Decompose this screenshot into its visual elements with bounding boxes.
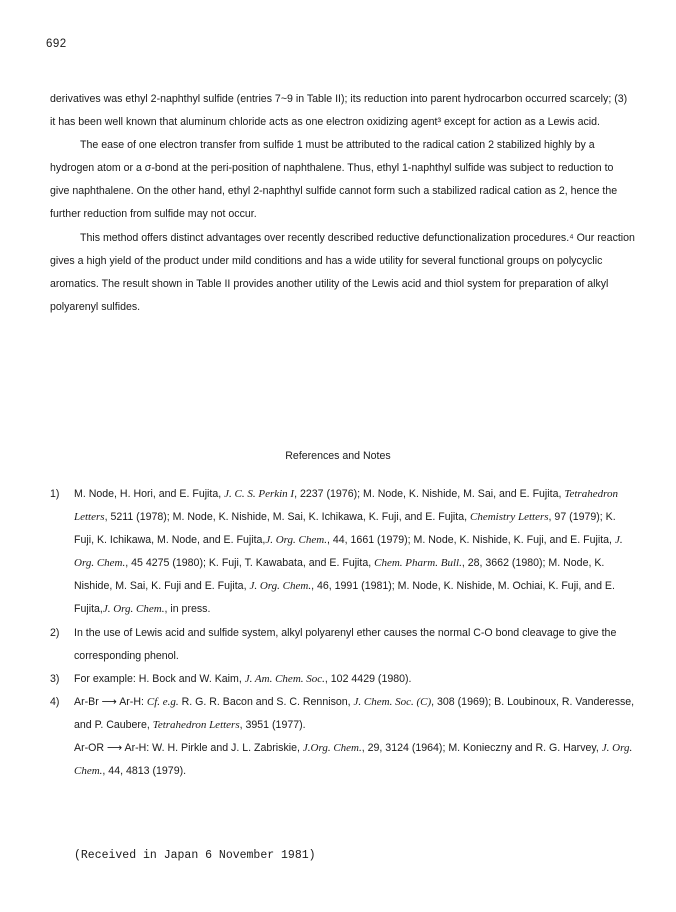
reference-text: , in press. xyxy=(164,603,211,616)
journal-name: Tetrahedron Letters xyxy=(152,718,240,731)
journal-name: Tetrahedron Letters xyxy=(74,488,618,524)
references-title: References and Notes xyxy=(285,450,391,462)
reference-item xyxy=(50,668,635,691)
reference-number: 1) xyxy=(50,488,60,500)
reference-text: Ar-Br ⟶ Ar-H: xyxy=(74,695,147,708)
reference-text: , 3951 (1977). xyxy=(239,718,306,731)
reference-text: , 45 4275 (1980); K. Fuji, T. Kawabata, and E. Fujita, xyxy=(125,557,375,570)
reference-text: Ar-OR ⟶ Ar-H: W. H. Pirkle and J. L. Zabriskie, xyxy=(74,742,303,755)
received-date: (Received in Japan 6 November 1981) xyxy=(74,849,316,862)
reference-item xyxy=(50,622,635,668)
reference-text: R. G. R. Bacon and S. C. Rennison, xyxy=(178,695,354,708)
journal-name: J. Org. Chem. xyxy=(249,580,312,593)
reference-text: , 44, 4813 (1979). xyxy=(102,765,187,778)
journal-name: J. Org. Chem. xyxy=(265,534,327,547)
reference-number: 2) xyxy=(50,626,60,639)
journal-name: Cf. e.g. xyxy=(146,695,179,708)
paragraph-2: The ease of one electron transfer from sulfide 1 must be attributed to the radical cation 2 stabilized highly by a hydrogen atom or a σ-bond at the peri-position of naphthalene. Thus, ethyl 1-naphthyl sulfide was subject to reduction to give naphthalene. On the other hand, ethyl 2-naphthyl sulfide cannot form such a stabilized radical cation as 2, hence the further reduction from sulfide may not occur. xyxy=(50,139,618,221)
reference-text: , 46, 1991 (1981); M. Node, K. Nishide, M. Ochiai, K. Fuji, and E. Fujita, xyxy=(74,580,615,616)
reference-text: , 29, 3124 (1964); M. Konieczny and R. G. Harvey, xyxy=(361,742,602,755)
reference-number: 4) xyxy=(50,695,60,708)
reference-item xyxy=(50,691,635,783)
journal-name: J.Org. Chem. xyxy=(302,742,362,755)
reference-text: , 44, 1661 (1979); M. Node, K. Nishide, K. Fuji, and E. Fujita, xyxy=(326,534,615,547)
body-text xyxy=(50,88,635,319)
paragraph-1: derivatives was ethyl 2-naphthyl sulfide (entries 7~9 in Table II); its reduction into parent hydrocarbon occurred scarcely; (3) it has been well known that aluminum chloride acts as one electron oxidizing agent³ except for action as a Lewis acid. xyxy=(50,93,628,129)
paragraph-3: This method offers distinct advantages over recently described reductive defunctionalization procedures.⁴ Our reaction gives a high yield of the product under mild conditions and has a wide utility for several functional groups on polycyclic aromatics. The result shown in Table II provides another utility of the Lewis acid and thiol system for preparation of alkyl polyarenyl sulfides. xyxy=(50,231,635,313)
reference-text: , 5211 (1978); M. Node, K. Nishide, M. Sai, K. Ichikawa, K. Fuji, and E. Fujita, xyxy=(104,511,471,524)
journal-name: J. Org. Chem. xyxy=(74,742,633,778)
journal-name: J. Am. Chem. Soc. xyxy=(244,672,325,685)
reference-text: , 308 (1969); B. Loubinoux, R. Vanderesse, and P. Caubere, xyxy=(74,695,635,731)
reference-item xyxy=(50,483,635,622)
journal-name: J. Org. Chem. xyxy=(74,534,623,570)
reference-text: , 97 (1979); K. Fuji, K. Ichikawa, M. Node, and E. Fujita, xyxy=(74,511,616,547)
journal-name: Chem. Pharm. Bull. xyxy=(374,557,462,570)
journal-name: Chemistry Letters xyxy=(470,511,549,524)
references-list xyxy=(50,483,635,783)
reference-text: , 28, 3662 (1980); M. Node, K. Nishide, M. Sai, K. Fuji and E. Fujita, xyxy=(74,557,605,593)
journal-name: J. Chem. Soc. (C) xyxy=(353,695,432,708)
page-number: 692 xyxy=(46,38,67,50)
reference-text: , 2237 (1976); M. Node, K. Nishide, M. Sai, and E. Fujita, xyxy=(294,488,565,500)
reference-text: , 102 4429 (1980). xyxy=(324,672,412,685)
reference-text: In the use of Lewis acid and sulfide system, alkyl polyarenyl ether causes the normal C-O bond cleavage to give the corresponding phenol. xyxy=(74,626,617,662)
reference-text: For example: H. Bock and W. Kaim, xyxy=(74,672,245,685)
journal-name: J. C. S. Perkin I xyxy=(224,488,295,500)
reference-number: 3) xyxy=(50,672,60,685)
reference-text: M. Node, H. Hori, and E. Fujita, xyxy=(74,488,225,500)
journal-name: J. Org. Chem. xyxy=(102,603,165,616)
